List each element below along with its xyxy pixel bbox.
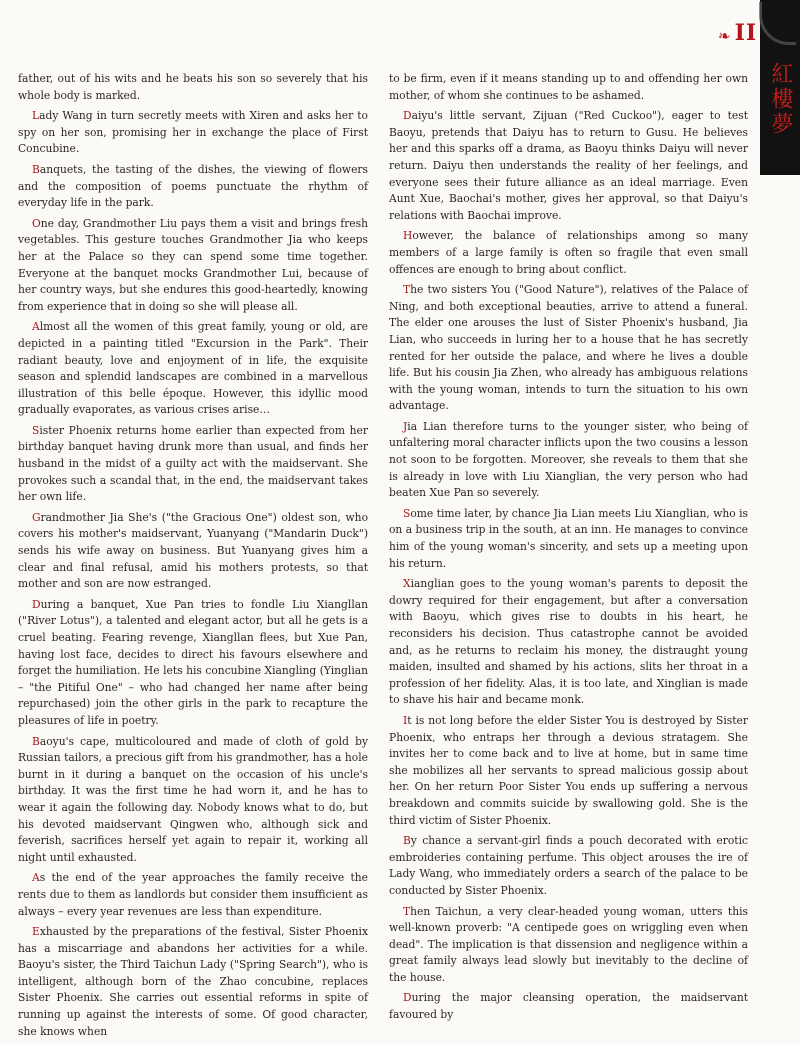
paragraph: to be firm, even if it means standing up to and offending her own mother, of whom she continues to be ashamed. [389,72,748,102]
paragraph: One day, Grandmother Liu pays them a visit and brings fresh vegetables. This gesture touches Grandmother Jia who keeps her at the Palace so they can spend some time together. Everyone at the banquet mocks Grandmother Lui, because of her country ways, but she endures this good-heartedly, knowing from experience that in doing so she will please all. [18,216,368,313]
chapter-side-strip [760,0,800,175]
paragraph: Banquets, the tasting of the dishes, the viewing of flowers and the composition of poems punctuate the rhythm of everyday life in the park. [18,162,368,210]
vertical-book-title: 紅樓夢 [768,62,793,137]
paragraph: Sister Phoenix returns home earlier than expected from her birthday banquet having drunk more than usual, and finds her husband in the midst of a guilty act with the maidservant. She provokes such a scandal that, in the end, the maidservant takes her own life. [18,423,368,504]
paragraph: During the major cleansing operation, the maidservant favoured by [389,991,748,1022]
paragraph: During a banquet, Xue Pan tries to fondle Liu Xiangllan ("River Lotus"), a talented and elegant actor, but all he gets is a cruel beating. Fearing revenge, Xiangllan flees, but Xue Pan, having lost face, decides to direct his favours elsewhere and forget the humiliation. He lets his concubine Xiangling (Yinglian – "the Pitiful One" – who had changed her name after being repurchased) join the other girls in the park to recapture the pleasures of life in poetry. [18,597,368,727]
right-column [389,71,748,1028]
paragraph: Xianglian goes to the young woman's parents to deposit the dowry required for their engagement, but after a conversation with Baoyu, which gives rise to doubts in his heart, he reconsiders his decision. Thus catastrophe cannot be avoided and, as he returns to reclaim his money, the distraught young maiden, insulted and shamed by his actions, slits her throat in a profession of her fidelity. Alas, it is too late, and Xinglian is made to shave his hair and became monk. [389,577,748,707]
chapter-number: II [734,20,758,46]
left-column [18,71,368,1044]
paragraph: However, the balance of relationships among so many members of a large family is often so fragile that even small offences are enough to bring about conflict. [389,229,748,276]
chapter-marker [718,22,757,44]
paragraph: As the end of the year approaches the family receive the rents due to them as landlords but consider them insufficient as always – every year revenues are less than expenditure. [18,871,368,918]
paragraph: Lady Wang in turn secretly meets with Xiren and asks her to spy on her son, promising her in exchange the place of First Concubine. [18,109,368,156]
paragraph: It is not long before the elder Sister You is destroyed by Sister Phoenix, who entraps her through a devious stratagem. She invites her to come back and to live at home, but in same time she mobilizes all her servants to spread malicious gossip about her. On her return Poor Sister You ends up suffering a nervous breakdown and commits suicide by swallowing gold. She is the third victim of Sister Phoenix. [389,713,748,827]
paragraph: Daiyu's little servant, Zijuan ("Red Cuckoo"), eager to test Baoyu, pretends that Daiyu has to return to Gusu. He believes her and this sparks off a drama, as Baoyu thinks Daiyu will never return. Daiyu then understands the reality of her feelings, and everyone sees their future alliance as an ideal marriage. Even Aunt Xue, Baochai's mother, gives her approval, so that Daiyu's relations with Baochai improve. [389,109,748,222]
paragraph: Then Taichun, a very clear-headed young woman, utters this well-known proverb: "A centipede goes on wriggling even when dead". The implication is that dissension and negligence within a great family always lead slowly but inevitably to the decline of the house. [389,904,748,984]
paragraph: Some time later, by chance Jia Lian meets Liu Xianglian, who is on a business trip in the south, at an inn. He manages to convince him of the young woman's sincerity, and sets up a meeting upon his return. [389,506,748,570]
paragraph: Grandmother Jia She's ("the Gracious One") oldest son, who covers his mother's maidservant, Yuanyang ("Mandarin Duck") sends his wife away on business. But Yuanyang gives him a clear and final refusal, amid his mothers protests, so that mother and son are now estranged. [18,510,368,591]
paragraph: By chance a servant-girl finds a pouch decorated with erotic embroideries containing perfume. This object arouses the ire of Lady Wang, who immediately orders a search of the palace to be conducted by Sister Phoenix. [389,834,748,897]
paragraph: Almost all the women of this great family, young or old, are depicted in a painting titled "Excursion in the Park". Their radiant beauty, love and enjoyment of in life, the exquisite season and splendid landscapes are combined in a marvellous illustration of this belle époque. However, this idyllic mood gradually evaporates, as various crises arise… [18,320,368,417]
paragraph: The two sisters You ("Good Nature"), relatives of the Palace of Ning, and both exceptional beauties, arrive to attend a funeral. The elder one arouses the lust of Sister Phoenix's husband, Jia Lian, who succeeds in luring her to a house that he has secretly rented for her outside the palace, and where he lives a double life. But his cousin Jia Zhen, who already has ambiguous relations with the young woman, intends to turn the situation to his own advantage. [389,283,748,413]
flourish-ornament-icon: ❧ [718,26,731,45]
paragraph: Jia Lian therefore turns to the younger sister, who being of unfaltering moral character inflicts upon the two cousins a lesson not soon to be forgotten. Moreover, she reveals to them that she is already in love with Liu Xianglian, the very person who had beaten Xue Pan so severely. [389,419,748,500]
paragraph: Baoyu's cape, multicoloured and made of cloth of gold by Russian tailors, a precious gift from his grandmother, has a hole burnt in it during a banquet on the occasion of his uncle's birthday. It was the first time he had worn it, and he has to wear it again the following day. Nobody knows what to do, but his devoted maidservant Qingwen who, although sick and feverish, sacrifices herself yet again to repair it, working all night until exhausted. [18,734,368,864]
paragraph: father, out of his wits and he beats his son so severely that his whole body is marked. [18,72,368,102]
paragraph: Exhausted by the preparations of the festival, Sister Phoenix has a miscarriage and abandons her activities for a while. Baoyu's sister, the Third Taichun Lady ("Spring Search"), who is intelligent, although born of the Zhao concubine, replaces Sister Phoenix. She carries out essential reforms in spite of running up against the interests of some. Of good character, she knows when [18,925,368,1038]
decorative-swirl [759,2,796,45]
